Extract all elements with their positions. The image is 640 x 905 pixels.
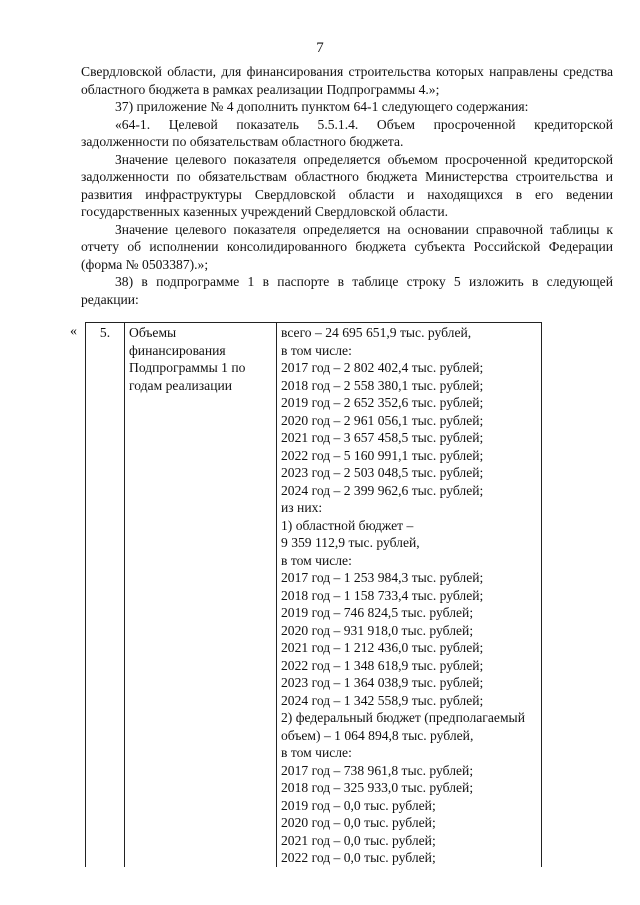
paragraph: 38) в подпрограмме 1 в паспорте в таблице строку 5 изложить в следующей редакции:	[81, 274, 613, 307]
paragraph: 37) приложение № 4 дополнить пунктом 64-1 следующего содержания:	[115, 99, 529, 114]
row-name-cell: Объемы финансирования Подпрограммы 1 по годам реализации	[125, 323, 277, 867]
opening-quote-mark: «	[70, 324, 77, 339]
funding-value-line: в том числе:	[281, 342, 352, 358]
funding-value-line: 2018 год – 325 933,0 тыс. рублей;	[281, 780, 474, 795]
funding-value-line: 2022 год – 0,0 тыс. рублей;	[281, 850, 436, 865]
funding-value-line: 2024 год – 1 342 558,9 тыс. рублей;	[281, 692, 484, 708]
funding-value-line: 2018 год – 1 158 733,4 тыс. рублей;	[281, 587, 484, 603]
funding-value-line: 2021 год – 0,0 тыс. рублей;	[281, 832, 436, 848]
funding-value-line: из них:	[281, 500, 323, 515]
passport-table	[85, 322, 542, 867]
paragraph: Значение целевого показателя определяется объемом просроченной кредиторской задолженности по обязательствам областного бюджета Министерства строительства и развития инфраструктуры Свердловской области и находящихся в его ведении государственных казенных учреждений Свердловской области.	[81, 151, 613, 219]
funding-value-line: в том числе:	[281, 745, 352, 760]
funding-value-line: 2019 год – 2 652 352,6 тыс. рублей;	[281, 395, 484, 410]
funding-value-line: 9 359 112,9 тыс. рублей,	[281, 535, 420, 550]
paragraph: Свердловской области, для финансирования строительства которых направлены средства областного бюджета в рамках реализации Подпрограммы 4.»;	[81, 64, 613, 97]
funding-value-line: 2017 год – 738 961,8 тыс. рублей;	[281, 762, 474, 778]
funding-value-line: 2020 год – 0,0 тыс. рублей;	[281, 815, 436, 830]
funding-value-line: 2018 год – 2 558 380,1 тыс. рублей;	[281, 377, 484, 393]
funding-value-line: 2021 год – 1 212 436,0 тыс. рублей;	[281, 640, 484, 655]
funding-value-line: 2020 год – 2 961 056,1 тыс. рублей;	[281, 412, 484, 428]
funding-value-line: 2022 год – 1 348 618,9 тыс. рублей;	[281, 657, 484, 673]
paragraph: Значение целевого показателя определяется на основании справочной таблицы к отчету об исполнении консолидированного бюджета субъекта Российской Федерации (форма № 0503387).»;	[81, 221, 613, 272]
funding-value-line: 1) областной бюджет –	[281, 517, 414, 533]
page-number: 7	[316, 40, 324, 56]
funding-value-line: 2023 год – 1 364 038,9 тыс. рублей;	[281, 675, 484, 690]
funding-value-line: всего – 24 695 651,9 тыс. рублей,	[281, 325, 472, 340]
funding-value-line: 2019 год – 0,0 тыс. рублей;	[281, 797, 436, 813]
funding-value-line: 2023 год – 2 503 048,5 тыс. рублей;	[281, 465, 484, 480]
paragraph: «64-1. Целевой показатель 5.5.1.4. Объем просроченной кредиторской задолженности по обязательствам областного бюджета.	[81, 116, 613, 149]
document-text	[81, 63, 613, 308]
funding-value-line: 2019 год – 746 824,5 тыс. рублей;	[281, 605, 474, 620]
funding-value-line: объем) – 1 064 894,8 тыс. рублей,	[281, 727, 474, 743]
row-values-cell	[277, 323, 542, 867]
funding-value-line: 2017 год – 2 802 402,4 тыс. рублей;	[281, 360, 484, 375]
row-number-cell: 5.	[86, 323, 125, 867]
funding-value-line: в том числе:	[281, 552, 352, 568]
funding-value-line: 2022 год – 5 160 991,1 тыс. рублей;	[281, 447, 484, 463]
funding-value-line: 2) федеральный бюджет (предполагаемый	[281, 710, 525, 725]
funding-value-line: 2020 год – 931 918,0 тыс. рублей;	[281, 622, 474, 638]
funding-value-line: 2024 год – 2 399 962,6 тыс. рублей;	[281, 482, 484, 498]
funding-value-line: 2021 год – 3 657 458,5 тыс. рублей;	[281, 430, 484, 445]
funding-value-line: 2017 год – 1 253 984,3 тыс. рублей;	[281, 570, 484, 585]
table-row	[86, 323, 542, 867]
